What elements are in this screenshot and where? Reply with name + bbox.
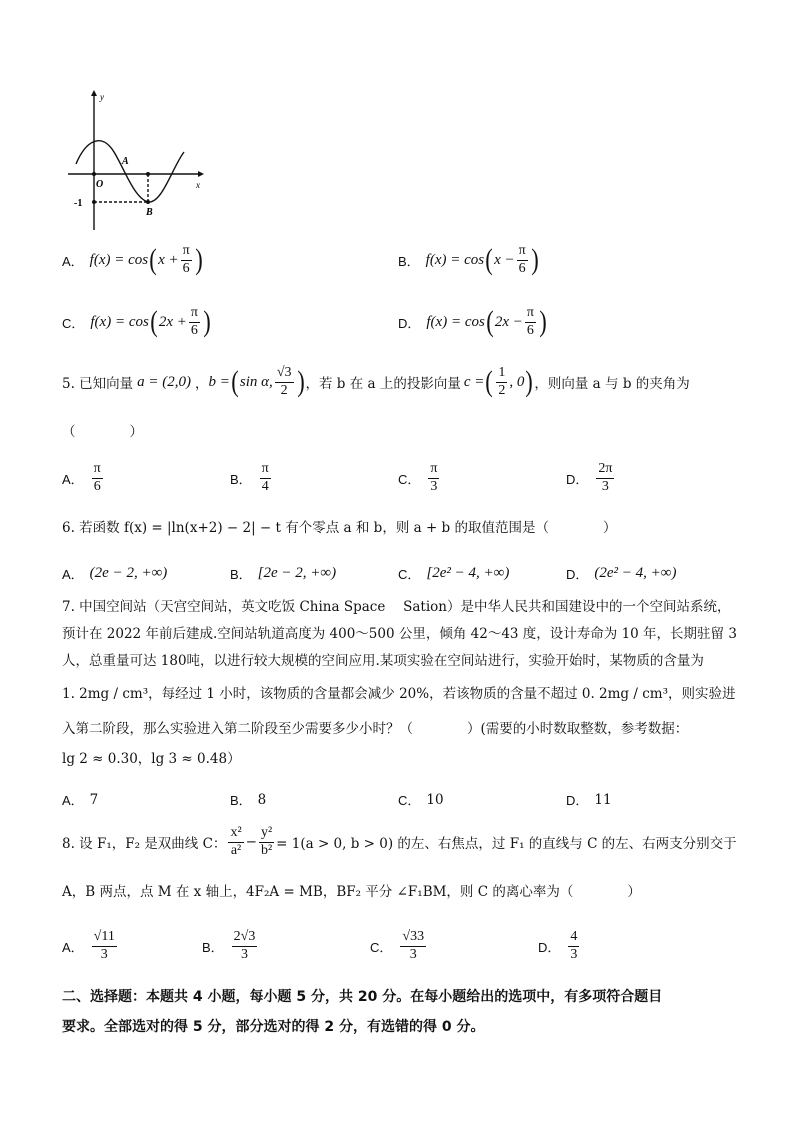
q5-option-b[interactable]: B． $\frac{\pi}{4}$ [230,461,269,494]
q5-stem: 5. 已知向量 a = (2,0) ， b = ( sin α, $\frac{√3}{2}$ ) ，若 b 在 a 上的投影向量 c = ( $\frac{1}{2}$ , 0 ) ，则向量 a 与 b 的夹角为 [62,365,690,399]
q5-option-a[interactable]: A． $\frac{\pi}{6}$ [62,461,101,494]
q6-stem: 6. 若函数 f(x) = |ln(x+2) − 2| − t 有个零点 a 和 b，则 a + b 的取值范围是（ ） [62,520,617,536]
cosine-curve [76,141,184,202]
cosine-graph [62,88,212,233]
q7-option-d[interactable]: D． 11 [566,791,612,808]
q6-option-a[interactable]: A． (2e − 2, +∞) [62,565,168,582]
x-label: x [196,180,200,190]
q7-option-c[interactable]: C． 10 [398,791,444,808]
origin-point [92,172,96,176]
q8-option-a[interactable]: A． $\frac{√11}{3}$ [62,929,115,962]
q5-option-d[interactable]: D． $\frac{2\pi}{3}$ [566,461,613,494]
q4-option-b[interactable]: B． f(x) = cos ( x − $\frac{\pi}{6}$ ) [398,243,539,277]
q5-option-c[interactable]: C． $\frac{\pi}{3}$ [398,461,438,494]
foot-point [146,172,150,176]
origin-label: O [96,179,104,190]
tick-point [92,200,96,204]
q8-option-d[interactable]: D． $\frac{4}{3}$ [538,929,578,962]
point-a-label: A [122,156,129,167]
q4-option-c[interactable]: C． f(x) = cos ( 2x + $\frac{\pi}{6}$ ) [62,305,211,339]
q8-stem-line1: 8. 设 F₁，F₂ 是双曲线 C： $\frac{\text{x²}}{\text{a²}}$ − $\frac{\text{y²}}{\text{b²}}$ = 1(a > 0, b > 0) 的左、右焦点，过 F₁ 的直线与 C 的左、右两支分别交于 [62,825,737,858]
q7-stem: 7. 中国空间站（天宫空间站，英文吃饭 China Space Sation）是中华人民共和国建设中的一个空间站系统， 预计在 2022 年前后建成.空间站轨道高度为 400～500 公里，倾角 42～43 度，设计寿命为 10 年，长期驻留 3 人，总重量可达 180吨，以进行较大规模的空间应用.某项实验在空间站进行，实验开始时，某物质的含量为 1. 2mg / cm³，每经过 1 小时，该物质的含量都会减少 20%，若该物质的含量不超过 0. 2mg / cm³，则实验进 入第二阶段，那么实验进入第二阶段至少需要多少小时？（ ）(需要的小时数取整数，参考数据： lg 2 ≈ 0.30，lg 3 ≈ 0.48） [62,599,737,767]
q6-option-d[interactable]: D． (2e² − 4, +∞) [566,565,677,582]
point-b-label: B [146,207,153,218]
section-2-heading: 二、选择题：本题共 4 小题，每小题 5 分，共 20 分。在每小题给出的选项中，有多项符合题目 要求。全部选对的得 5 分，部分选对的得 2 分，有选错的得 0 分。 [62,989,663,1035]
q5-blank: （ ） [62,424,143,440]
q8-stem-line2: A，B 两点，点 M 在 x 轴上，4F₂A = MB，BF₂ 平分 ∠F₁BM，则 C 的离心率为（ ） [62,884,641,900]
q4-option-d[interactable]: D． f(x) = cos ( 2x − $\frac{\pi}{6}$ ) [398,305,547,339]
x-axis-arrow-icon [198,171,204,177]
y-label: y [100,92,104,102]
q4-option-a[interactable]: A． f(x) = cos ( x + $\frac{\pi}{6}$ ) [62,243,203,277]
q8-option-b[interactable]: B． $\frac{2√3}{3}$ [202,929,256,962]
q6-option-c[interactable]: C． [2e² − 4, +∞) [398,565,510,582]
q8-option-c[interactable]: C． $\frac{√33}{3}$ [370,929,425,962]
q6-option-b[interactable]: B． [2e − 2, +∞) [230,565,337,582]
y-axis-arrow-icon [91,90,97,96]
q7-option-b[interactable]: B． 8 [230,791,267,808]
point-b [146,200,150,204]
tick-label: -1 [74,198,83,209]
q7-option-a[interactable]: A． 7 [62,791,99,808]
